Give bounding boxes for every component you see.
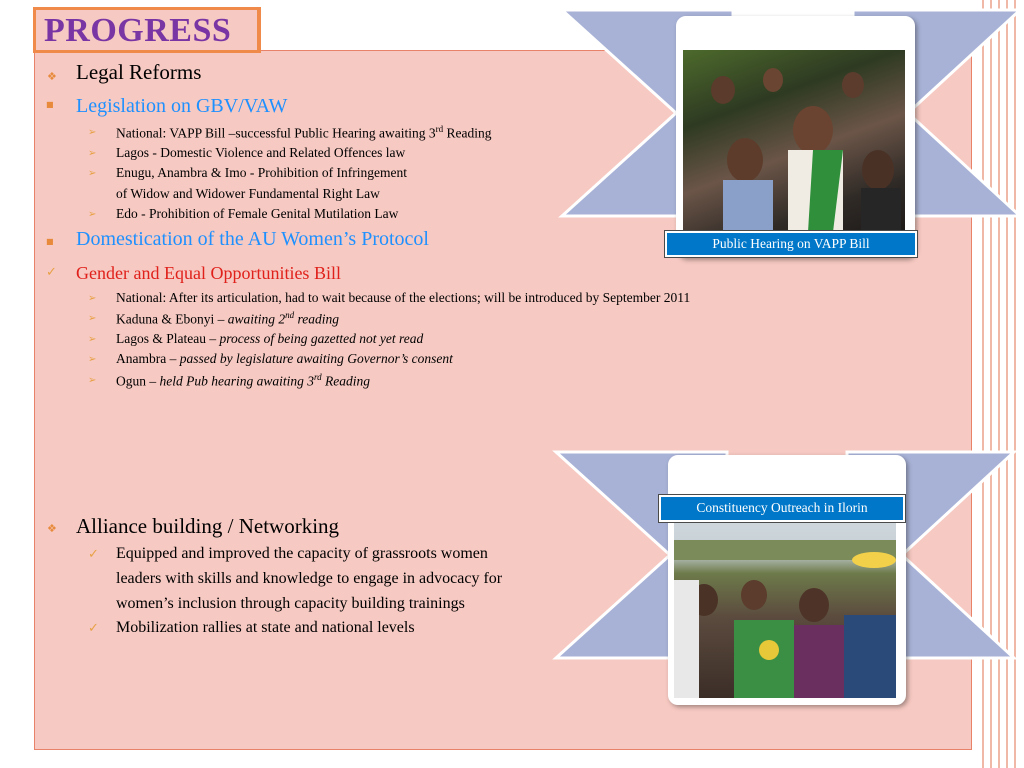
arrow-bullet-icon: ➢ bbox=[88, 168, 97, 179]
alliance-item-mobilization: Mobilization rallies at state and national levels bbox=[116, 619, 415, 636]
outreach-photo bbox=[674, 520, 896, 698]
outreach-crowd-illustration bbox=[674, 520, 896, 698]
leg-item-edo: Edo - Prohibition of Female Genital Mutilation Law bbox=[116, 206, 399, 221]
legislation-heading: Legislation on GBV/VAW bbox=[76, 95, 288, 117]
check-bullet-icon: ✓ bbox=[88, 621, 99, 636]
square-bullet-icon: ■ bbox=[46, 237, 54, 246]
arrow-bullet-icon: ➢ bbox=[88, 209, 97, 220]
check-bullet-icon: ✓ bbox=[46, 265, 57, 280]
public-hearing-photo bbox=[683, 50, 905, 232]
diamond-bullet-icon: ❖ bbox=[47, 70, 57, 83]
arrow-bullet-icon: ➢ bbox=[88, 375, 97, 386]
arrow-bullet-icon: ➢ bbox=[88, 354, 97, 365]
gender-item-lagos: Lagos & Plateau – process of being gazetted not yet read bbox=[116, 331, 424, 346]
alliance-heading: Alliance building / Networking bbox=[76, 514, 340, 538]
arrow-bullet-icon: ➢ bbox=[88, 293, 97, 304]
arrow-bullet-icon: ➢ bbox=[88, 334, 97, 345]
gender-item-national: National: After its articulation, had to wait because of the elections; will be introduced by September 2011 bbox=[116, 290, 691, 305]
gender-item-ogun: Ogun – held Pub hearing awaiting 3rd Reading bbox=[116, 372, 371, 389]
leg-item-lagos: Lagos - Domestic Violence and Related Offences law bbox=[116, 145, 406, 160]
gender-item-kaduna: Kaduna & Ebonyi – awaiting 2nd reading bbox=[116, 310, 339, 327]
caption-public-hearing: Public Hearing on VAPP Bill bbox=[665, 231, 917, 257]
arrow-bullet-icon: ➢ bbox=[88, 127, 97, 138]
legal-reforms-heading: Legal Reforms bbox=[76, 60, 202, 84]
crowd-illustration bbox=[683, 50, 905, 232]
caption-constituency-outreach: Constituency Outreach in Ilorin bbox=[659, 495, 905, 522]
arrow-bullet-icon: ➢ bbox=[88, 148, 97, 159]
check-bullet-icon: ✓ bbox=[88, 547, 99, 562]
domestication-heading: Domestication of the AU Women’s Protocol bbox=[76, 228, 429, 250]
gender-bill-heading: Gender and Equal Opportunities Bill bbox=[76, 263, 341, 283]
gender-item-anambra: Anambra – passed by legislature awaiting Governor’s consent bbox=[116, 351, 453, 366]
alliance-item-line-3: women’s inclusion through capacity building trainings bbox=[116, 595, 465, 612]
alliance-item-line-2: leaders with skills and knowledge to engage in advocacy for bbox=[116, 570, 503, 587]
alliance-item-line-1: Equipped and improved the capacity of grassroots women bbox=[116, 545, 488, 562]
leg-item-national: National: VAPP Bill –successful Public Hearing awaiting 3rd Reading bbox=[116, 124, 492, 141]
leg-item-enugu-cont: of Widow and Widower Fundamental Right Law bbox=[116, 186, 380, 201]
diamond-bullet-icon: ❖ bbox=[47, 522, 57, 535]
square-bullet-icon: ■ bbox=[46, 100, 54, 109]
arrow-bullet-icon: ➢ bbox=[88, 313, 97, 324]
slide-title: PROGRESS bbox=[44, 12, 232, 49]
leg-item-enugu: Enugu, Anambra & Imo - Prohibition of Infringement bbox=[116, 165, 407, 180]
